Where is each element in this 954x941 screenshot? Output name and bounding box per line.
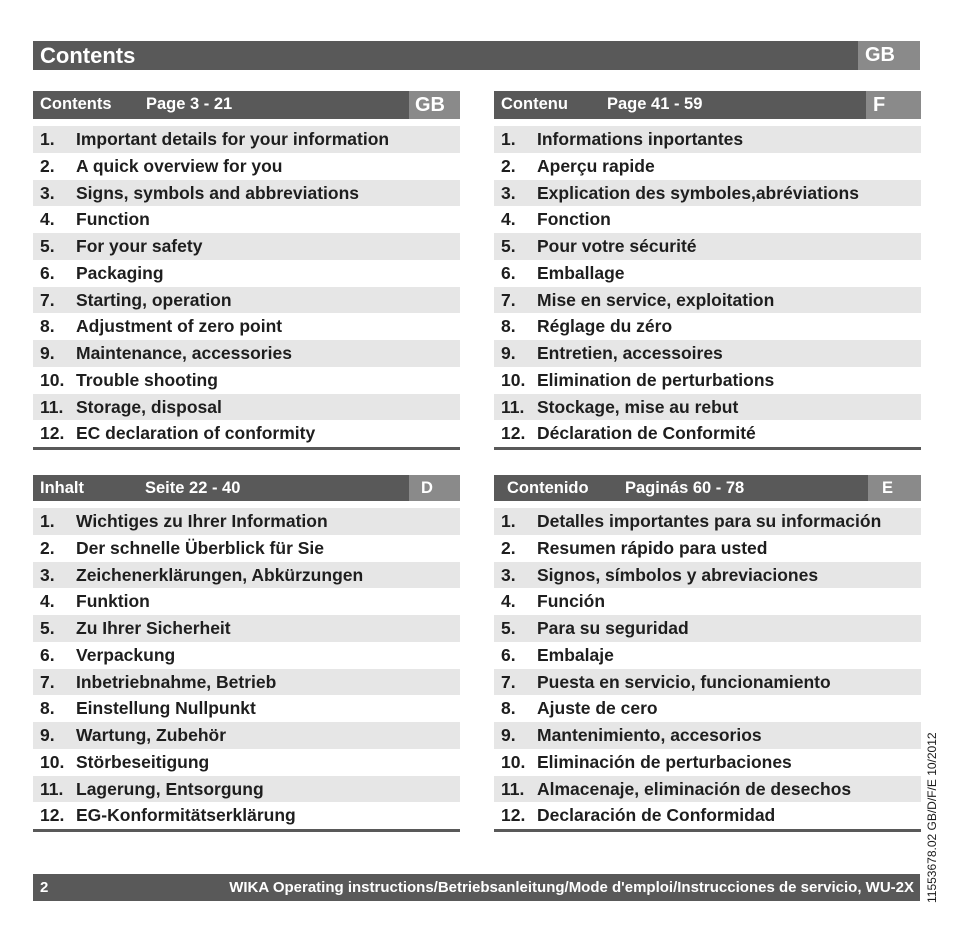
toc-item-label: Packaging xyxy=(76,262,164,283)
toc-item-label: Réglage du zéro xyxy=(537,316,673,337)
toc-item xyxy=(33,642,460,669)
toc-item-label: Adjustment of zero point xyxy=(76,316,283,337)
toc-section-d xyxy=(33,475,460,832)
toc-item-number: 8. xyxy=(40,316,55,337)
page-number: 2 xyxy=(40,879,49,896)
toc-item-label: Inbetriebnahme, Betrieb xyxy=(76,671,277,692)
toc-item-number: 6. xyxy=(501,262,516,283)
toc-section-f xyxy=(494,91,921,450)
toc-item-number: 3. xyxy=(501,182,516,203)
toc-item-number: 6. xyxy=(501,644,516,665)
toc-item-label: Function xyxy=(76,209,150,230)
document-code: 11553678.02 GB/D/F/E 10/2012 xyxy=(925,732,939,903)
toc-item-number: 4. xyxy=(501,591,516,612)
page-title: Contents xyxy=(40,43,136,68)
toc-item-number: 12. xyxy=(501,423,526,444)
toc-item xyxy=(33,206,460,233)
toc-item xyxy=(494,420,921,447)
toc-item-number: 4. xyxy=(40,591,55,612)
footer-text: WIKA Operating instructions/Betriebsanleitung/Mode d'emploi/Instrucciones de servicio, WU-2X xyxy=(229,879,914,896)
toc-item xyxy=(494,695,921,722)
toc-item xyxy=(494,508,921,535)
toc-item-number: 2. xyxy=(40,155,55,176)
section-title: Contenu xyxy=(501,95,568,113)
section-page-range: Paginás 60 - 78 xyxy=(625,479,745,497)
toc-item-label: Einstellung Nullpunkt xyxy=(76,698,256,719)
toc-item-label: Informations inportantes xyxy=(537,129,744,149)
toc-item-label: Entretien, accessoires xyxy=(537,343,723,363)
toc-item-number: 3. xyxy=(40,182,55,203)
toc-item xyxy=(33,695,460,722)
toc-item-number: 9. xyxy=(501,343,516,363)
toc-item-number: 10. xyxy=(40,369,65,390)
toc-item-label: Déclaration de Conformité xyxy=(537,423,756,444)
toc-item-number: 1. xyxy=(501,129,516,149)
section-rule xyxy=(494,829,921,832)
section-header xyxy=(33,91,460,119)
toc-item xyxy=(33,394,460,421)
toc-item xyxy=(33,508,460,535)
toc-item-number: 12. xyxy=(40,805,65,826)
toc-item-label: Zu Ihrer Sicherheit xyxy=(76,618,231,638)
section-rule xyxy=(494,447,921,450)
toc-item xyxy=(33,776,460,803)
toc-item-label: Signos, símbolos y abreviaciones xyxy=(537,564,819,585)
section-page-range: Seite 22 - 40 xyxy=(145,479,241,497)
toc-list xyxy=(33,126,460,447)
toc-item xyxy=(33,802,460,829)
toc-list xyxy=(33,508,460,829)
toc-item-number: 11. xyxy=(501,778,525,799)
toc-item-label: EG-Konformitätserklärung xyxy=(76,805,296,826)
toc-section-gb xyxy=(33,91,460,450)
toc-item xyxy=(494,260,921,287)
toc-item xyxy=(33,615,460,642)
toc-item xyxy=(494,562,921,589)
toc-item-label: Mise en service, exploitation xyxy=(537,289,775,310)
section-header xyxy=(33,475,460,501)
toc-item-label: Stockage, mise au rebut xyxy=(537,396,739,417)
section-header xyxy=(494,475,921,501)
toc-item-label: Funktion xyxy=(76,591,150,612)
toc-item-label: Maintenance, accessories xyxy=(76,343,292,363)
toc-item-number: 3. xyxy=(40,564,55,585)
toc-item-label: Der schnelle Überblick für Sie xyxy=(76,537,325,558)
toc-item-number: 1. xyxy=(501,511,516,531)
toc-item xyxy=(494,206,921,233)
toc-item-number: 2. xyxy=(501,155,516,176)
toc-item-label: Elimination de perturbations xyxy=(537,369,775,390)
toc-item-number: 9. xyxy=(40,725,55,745)
toc-item-number: 11. xyxy=(501,396,525,417)
toc-item-number: 8. xyxy=(501,698,516,719)
section-title: Contents xyxy=(40,95,112,113)
toc-item-number: 2. xyxy=(40,537,55,558)
toc-item xyxy=(494,287,921,314)
toc-item xyxy=(33,260,460,287)
toc-item xyxy=(33,669,460,696)
toc-item-number: 4. xyxy=(501,209,516,230)
toc-item-number: 1. xyxy=(40,129,55,149)
toc-item-label: Función xyxy=(537,591,606,612)
contents-banner xyxy=(33,41,920,70)
section-header xyxy=(494,91,921,119)
toc-item-number: 6. xyxy=(40,262,55,283)
toc-item-number: 8. xyxy=(40,698,55,719)
toc-item-number: 5. xyxy=(501,618,516,638)
section-language: E xyxy=(882,479,894,497)
toc-item xyxy=(494,588,921,615)
toc-item xyxy=(33,126,460,153)
section-language-box xyxy=(409,91,460,119)
toc-item xyxy=(494,669,921,696)
section-language: F xyxy=(873,94,886,116)
toc-item-number: 11. xyxy=(40,778,64,799)
toc-item xyxy=(494,126,921,153)
toc-item xyxy=(494,749,921,776)
toc-item xyxy=(33,722,460,749)
toc-item-label: Wichtiges zu Ihrer Information xyxy=(76,511,328,531)
section-language: D xyxy=(421,479,433,497)
toc-item xyxy=(33,588,460,615)
toc-item-label: Lagerung, Entsorgung xyxy=(76,778,264,799)
toc-list xyxy=(494,508,921,829)
toc-item-number: 10. xyxy=(501,751,526,772)
toc-item xyxy=(33,562,460,589)
toc-item xyxy=(494,313,921,340)
toc-item-number: 12. xyxy=(40,423,65,444)
toc-item-label: Emballage xyxy=(537,262,625,283)
toc-item xyxy=(33,367,460,394)
toc-item-number: 6. xyxy=(40,644,55,665)
toc-item-label: Fonction xyxy=(537,209,611,230)
toc-item-number: 5. xyxy=(40,618,55,638)
toc-item-label: Eliminación de perturbaciones xyxy=(537,751,792,772)
toc-item xyxy=(494,535,921,562)
toc-item-label: EC declaration of conformity xyxy=(76,423,316,444)
toc-item xyxy=(494,153,921,180)
toc-item-number: 10. xyxy=(40,751,65,772)
toc-item-number: 7. xyxy=(40,671,55,692)
toc-item xyxy=(494,233,921,260)
toc-item-label: A quick overview for you xyxy=(76,155,283,176)
toc-item-number: 7. xyxy=(40,289,55,310)
toc-item-number: 8. xyxy=(501,316,516,337)
language-badge: GB xyxy=(858,41,920,70)
toc-item-number: 5. xyxy=(40,236,55,256)
section-rule xyxy=(33,447,460,450)
toc-item-number: 3. xyxy=(501,564,516,585)
toc-item xyxy=(33,180,460,207)
toc-item xyxy=(494,394,921,421)
toc-item-number: 7. xyxy=(501,671,516,692)
toc-item-number: 4. xyxy=(40,209,55,230)
toc-item-label: Resumen rápido para usted xyxy=(537,537,768,558)
toc-item-number: 2. xyxy=(501,537,516,558)
toc-item-label: Pour votre sécurité xyxy=(537,236,697,256)
toc-list xyxy=(494,126,921,447)
toc-item-label: Trouble shooting xyxy=(76,369,218,390)
toc-item-number: 9. xyxy=(501,725,516,745)
toc-item-number: 12. xyxy=(501,805,526,826)
toc-item-label: Almacenaje, eliminación de desechos xyxy=(537,778,852,799)
toc-item-number: 9. xyxy=(40,343,55,363)
toc-item-label: Zeichenerklärungen, Abkürzungen xyxy=(76,564,364,585)
toc-item-label: Explication des symboles,abréviations xyxy=(537,182,859,203)
section-title: Inhalt xyxy=(40,479,84,497)
toc-item xyxy=(494,340,921,367)
section-language: GB xyxy=(415,94,445,116)
toc-item-label: Störbeseitigung xyxy=(76,751,210,772)
toc-item-label: Verpackung xyxy=(76,644,176,665)
toc-item xyxy=(33,340,460,367)
toc-item-label: Ajuste de cero xyxy=(537,698,658,719)
toc-item-number: 7. xyxy=(501,289,516,310)
toc-item-label: Mantenimiento, accesorios xyxy=(537,725,762,745)
toc-item-label: Starting, operation xyxy=(76,289,232,310)
section-rule xyxy=(33,829,460,832)
toc-item-label: Signs, symbols and abbreviations xyxy=(76,182,359,203)
section-language-box xyxy=(409,475,460,501)
toc-item xyxy=(494,802,921,829)
toc-item-label: Declaración de Conformidad xyxy=(537,805,776,826)
toc-item xyxy=(494,776,921,803)
toc-item-label: Puesta en servicio, funcionamiento xyxy=(537,671,831,692)
toc-item xyxy=(494,615,921,642)
toc-item-label: Aperçu rapide xyxy=(537,155,655,176)
toc-item xyxy=(494,642,921,669)
toc-item-number: 1. xyxy=(40,511,55,531)
toc-item-label: Wartung, Zubehör xyxy=(76,725,227,745)
section-language-box xyxy=(866,91,921,119)
toc-item-label: For your safety xyxy=(76,236,203,256)
toc-item xyxy=(33,535,460,562)
toc-item xyxy=(33,153,460,180)
toc-item-label: Embalaje xyxy=(537,644,614,665)
toc-item xyxy=(494,367,921,394)
toc-item-label: Important details for your information xyxy=(76,129,390,149)
toc-item-number: 5. xyxy=(501,236,516,256)
toc-item-label: Para su seguridad xyxy=(537,618,689,638)
toc-item-label: Storage, disposal xyxy=(76,396,222,417)
toc-section-e xyxy=(494,475,921,832)
toc-item xyxy=(33,233,460,260)
toc-item xyxy=(33,749,460,776)
section-page-range: Page 41 - 59 xyxy=(607,95,703,113)
toc-item xyxy=(494,722,921,749)
toc-item xyxy=(33,287,460,314)
toc-item xyxy=(33,420,460,447)
section-page-range: Page 3 - 21 xyxy=(146,95,233,113)
page-footer xyxy=(33,874,920,901)
toc-item xyxy=(33,313,460,340)
toc-item xyxy=(494,180,921,207)
section-title: Contenido xyxy=(507,479,589,497)
toc-item-label: Detalles importantes para su información xyxy=(537,511,882,531)
toc-item-number: 11. xyxy=(40,396,64,417)
section-language-box xyxy=(868,475,921,501)
toc-item-number: 10. xyxy=(501,369,526,390)
